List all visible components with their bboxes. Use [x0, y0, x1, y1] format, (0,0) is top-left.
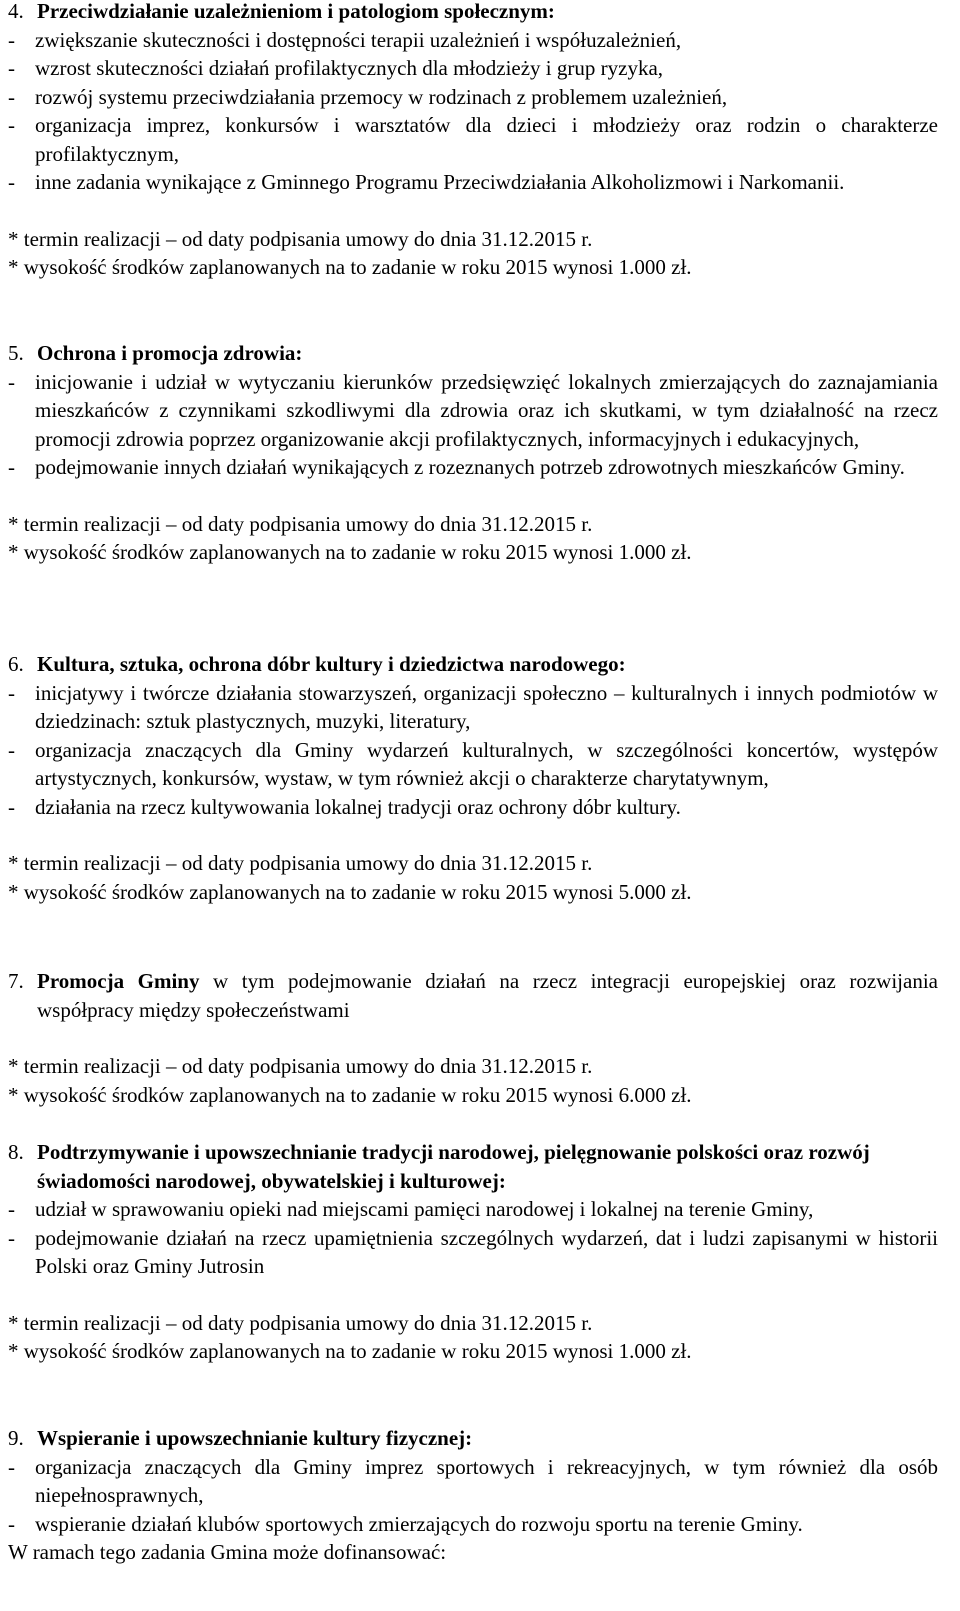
list-dash: -	[8, 1454, 15, 1479]
list-item	[8, 1195, 960, 1224]
list-item-text: rozwój systemu przeciwdziałania przemocy w rodzinach z problemem uzależnień,	[35, 84, 728, 109]
section-8	[0, 1138, 960, 1366]
section-heading	[8, 1138, 960, 1195]
list-dash: -	[8, 1197, 15, 1221]
list-item-text: podejmowanie innych działań wynikających z rozeznanych potrzeb zdrowotnych mieszkańców Gminy.	[35, 455, 905, 479]
section-title: Wspieranie i upowszechnianie kultury fizycznej:	[37, 1426, 473, 1450]
list-item-text: inicjatywy i twórcze działania stowarzyszeń, organizacji społeczno – kulturalnych i innych podmiotów w dziedzinach: sztuk plastycznych, muzyki, literatury,	[35, 680, 938, 733]
section-6	[0, 650, 960, 906]
section-heading	[8, 650, 960, 679]
section-heading	[8, 339, 960, 368]
list-item-text: organizacja imprez, konkursów i warsztatów dla dzieci i młodzieży oraz rodzin o charakterze profilaktycznym,	[35, 113, 938, 166]
list-item-text: działania na rzecz kultywowania lokalnej tradycji oraz ochrony dóbr kultury.	[35, 794, 681, 819]
list-item	[8, 368, 960, 454]
list-dash: -	[8, 1511, 15, 1536]
term-note: * termin realizacji – od daty podpisania umowy do dnia 31.12.2015 r.	[8, 851, 593, 875]
list-item-text: inne zadania wynikające z Gminnego Programu Przeciwdziałania Alkoholizmowi i Narkomanii.	[35, 170, 845, 194]
list-dash: -	[8, 170, 15, 194]
section-title: Przeciwdziałanie uzależnieniom i patologiom społecznym:	[37, 0, 555, 23]
section-heading	[8, 967, 960, 1024]
list-item	[8, 168, 960, 197]
funds-note: * wysokość środków zaplanowanych na to zadanie w roku 2015 wynosi 1.000 zł.	[8, 1339, 692, 1363]
list-dash: -	[8, 737, 15, 762]
closing-text: W ramach tego zadania Gmina może dofinansować:	[8, 1540, 447, 1564]
list-item-text: wspieranie działań klubów sportowych zmierzających do rozwoju sportu na terenie Gminy.	[35, 1511, 803, 1536]
section-7	[0, 967, 960, 1109]
list-dash: -	[8, 680, 15, 705]
list-item-text: organizacja znaczących dla Gminy wydarzeń kulturalnych, w szczególności koncertów, występów artystycznych, konkursów, wystaw, w tym również akcji o charakterze charytatywnym,	[35, 737, 938, 790]
list-item	[8, 453, 960, 482]
list-dash: -	[8, 113, 15, 137]
section-title: Podtrzymywanie i upowszechnianie tradycji narodowej, pielęgnowanie polskości oraz rozwój świadomości narodowej, obywatelskiej i kulturowej:	[37, 1140, 870, 1193]
list-item-text: zwiększanie skuteczności i dostępności terapii uzależnień i współuzależnień,	[35, 27, 682, 52]
section-number: 9.	[8, 1426, 24, 1450]
list-dash: -	[8, 56, 15, 80]
section-4	[0, 0, 960, 282]
list-item	[8, 1510, 960, 1539]
term-note: * termin realizacji – od daty podpisania umowy do dnia 31.12.2015 r.	[8, 511, 593, 536]
list-dash: -	[8, 84, 15, 109]
list-item	[8, 1224, 960, 1281]
list-item	[8, 736, 960, 793]
list-dash: -	[8, 369, 15, 394]
list-dash: -	[8, 794, 15, 819]
funds-note: * wysokość środków zaplanowanych na to zadanie w roku 2015 wynosi 6.000 zł.	[8, 1082, 692, 1107]
list-dash: -	[8, 27, 15, 52]
term-note: * termin realizacji – od daty podpisania umowy do dnia 31.12.2015 r.	[8, 1310, 593, 1335]
section-5	[0, 339, 960, 567]
list-dash: -	[8, 455, 15, 479]
term-note: * termin realizacji – od daty podpisania umowy do dnia 31.12.2015 r.	[8, 226, 593, 251]
funds-note: * wysokość środków zaplanowanych na to zadanie w roku 2015 wynosi 1.000 zł.	[8, 540, 692, 564]
section-number: 5.	[8, 341, 24, 365]
list-item-text: wzrost skuteczności działań profilaktycznych dla młodzieży i grup ryzyka,	[35, 56, 664, 80]
list-item-text: podejmowanie działań na rzecz upamiętnienia szczególnych wydarzeń, dat i ludzi zapisanymi w historii Polski oraz Gminy Jutrosin	[35, 1225, 938, 1278]
list-item	[8, 1453, 960, 1510]
funds-note: * wysokość środków zaplanowanych na to zadanie w roku 2015 wynosi 5.000 zł.	[8, 879, 692, 904]
list-item-text: inicjowanie i udział w wytyczaniu kierunków przedsięwzięć lokalnych zmierzających do zaznajamiania mieszkańców z czynnikami szkodliwymi dla zdrowia oraz ich skutkami, w tym działalność na rzecz promocji zdrowia poprzez organizowanie akcji profilaktycznych, informacyjnych i edukacyjnych,	[35, 369, 938, 451]
section-title: Kultura, sztuka, ochrona dóbr kultury i dziedzictwa narodowego:	[37, 652, 626, 676]
list-item	[8, 793, 960, 822]
list-item	[8, 26, 960, 55]
section-number: 4.	[8, 0, 24, 23]
term-note: * termin realizacji – od daty podpisania umowy do dnia 31.12.2015 r.	[8, 1054, 593, 1078]
funds-note: * wysokość środków zaplanowanych na to zadanie w roku 2015 wynosi 1.000 zł.	[8, 255, 692, 279]
section-title: Ochrona i promocja zdrowia:	[37, 341, 303, 365]
section-title-rest: w tym podejmowanie działań na rzecz integracji europejskiej oraz rozwijania współpracy między społeczeństwami	[37, 969, 938, 1022]
list-item	[8, 679, 960, 736]
list-item-text: udział w sprawowaniu opieki nad miejscami pamięci narodowej i lokalnej na terenie Gminy,	[35, 1197, 814, 1221]
list-item-text: organizacja znaczących dla Gminy imprez sportowych i rekreacyjnych, w tym również dla osób niepełnosprawnych,	[35, 1454, 938, 1507]
section-9	[0, 1424, 960, 1567]
list-item	[8, 54, 960, 83]
section-title: Promocja Gminy	[37, 969, 200, 993]
list-dash: -	[8, 1225, 15, 1250]
section-number: 6.	[8, 652, 24, 676]
section-number: 8.	[8, 1140, 24, 1164]
section-heading	[8, 1424, 960, 1453]
section-heading	[8, 0, 960, 26]
list-item	[8, 111, 960, 168]
section-number: 7.	[8, 969, 24, 993]
list-item	[8, 83, 960, 112]
